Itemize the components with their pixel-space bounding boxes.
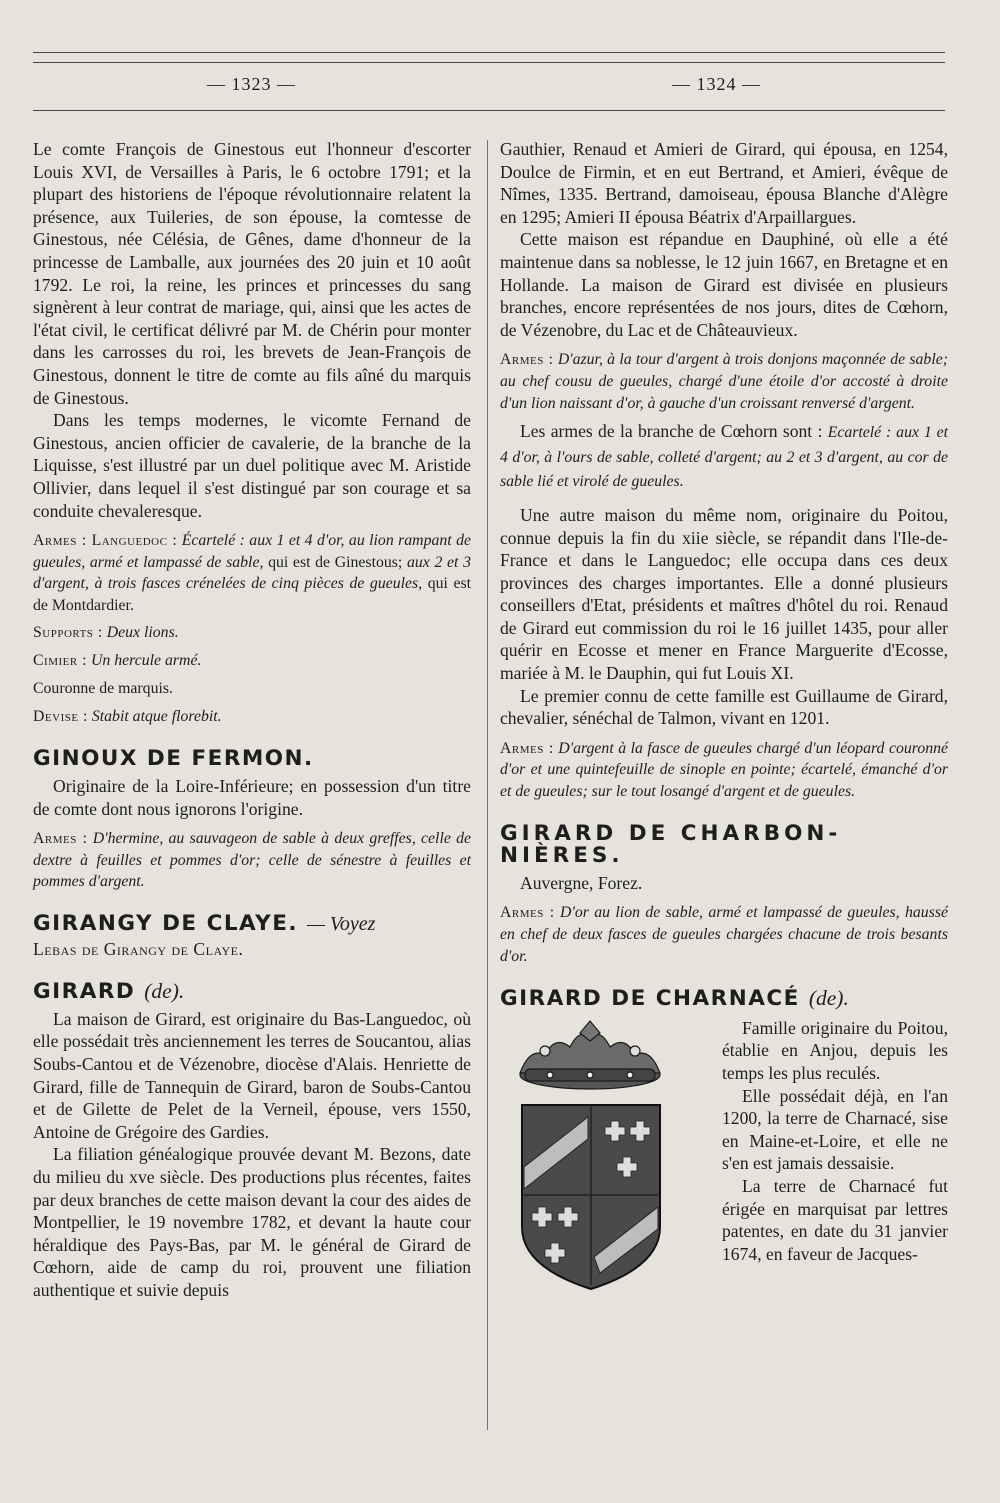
title-text: GIRANGY DE CLAYE. — [33, 911, 299, 937]
supports — [33, 622, 471, 644]
top-rule — [33, 52, 945, 53]
blazon-text: aux 2 et 3 d'argent, à trois fasces crénelées de cinq pièces de gueules, — [33, 553, 471, 593]
entry-title-charbonnieres: GIRARD DE CHARBON-NIÈRES. — [500, 820, 842, 869]
entry-title-girangy — [33, 913, 471, 936]
blazon-text: Écartelé : aux 1 et 4 d'or, au lion rampant de gueules, armé et lampassé de sable, — [33, 532, 472, 571]
paragraph: La filiation généalogique prouvée devant M. Bezons, date du milieu du xve siècle. Des productions plus récentes, faites par deux branches de cette maison devant la cour des aides de Montpellier, le 19 novembre 1782, et devant la haute cour héraldique des Pays-Bas, par M. le général de Girard de Cœhorn, aide de camp du roi, prouvent une filiation authentique et suivie depuis — [33, 1144, 471, 1300]
title-particle: (de). — [808, 986, 849, 1011]
paragraph: Le premier connu de cette famille est Guillaume de Girard, chevalier, sénéchal de Talmon, vivant en 1201. — [500, 685, 948, 729]
devise-label: Devise : — [33, 708, 88, 726]
armes-ginestous — [33, 530, 471, 616]
armes-label: Armes : — [500, 739, 554, 757]
paragraph: Cette maison est répandue en Dauphiné, où elle a été maintenue dans sa noblesse, le 12 juin 1667, en Bretagne et en Hollande. La maison de Girard est divisée en plusieurs branches, encore représentées de nos jours, dites de Cœhorn, de Vézenobre, du Lac et de Châteauvieux. — [500, 229, 948, 340]
blazon-text: D'azur, à la tour d'argent à trois donjons maçonnée de sable; au chef cousu de gueules, chargé d'une étoile d'or accosté à droite d'un lion naissant d'or, à gauche d'un croissant renversé d'argent. — [500, 351, 948, 412]
blazon-text: D'argent à la fasce de gueules chargé d'un léopard couronné d'or et une quintefeuille de sinople en pointe; écartelé, émanché d'or et de gueules; sur le tout losangé d'argent et de gueules. — [500, 739, 949, 801]
paragraph: Une autre maison du même nom, originaire du Poitou, connue depuis la fin du xiie siècle, se répandit dans l'Ile-de-France et dans le Languedoc; elle occupa dans ces deux provinces des charges importantes. Elle a donné plusieurs conseillers d'Etat, présidents et maîtres d'hôtel du roi. Renaud de Girard eut commission du roi le 16 juillet 1435, pour aller quérir en Ecosse et mener en France Marguerite d'Ecosse, mariée à M. le Dauphin, qui fut Louis XI. — [500, 504, 948, 684]
armes-label: Armes : Languedoc : — [33, 532, 178, 550]
paragraph: Gauthier, Renaud et Amieri de Girard, qui épousa, en 1254, Doulce de Firmin, et en eut Bertrand, et Amieri, évêque de Nîmes, 1335. Bertrand, damoiseau, épousa Blanche d'Alègre en 1295; Amieri II épousa Béatrix d'Arpaillargues. — [500, 139, 948, 227]
cross-reference: Lebas de Girangy de Claye. — [33, 938, 244, 959]
cimier-value: Un hercule armé. — [91, 652, 202, 670]
armes-label: Armes : — [500, 351, 554, 369]
armes-label: Armes : — [33, 830, 88, 848]
cimier — [33, 650, 471, 672]
entry-title-charnace — [500, 987, 948, 1011]
coat-of-arms-icon — [500, 1017, 718, 1297]
blazon-text: Ecartelé : aux 1 et 4 d'or, à l'ours de sable, colleté d'argent; au 2 et 3 d'argent, au cor de sable lié et virolé de gueules. — [500, 424, 948, 491]
header-rule — [33, 110, 945, 111]
top-rule-2 — [33, 62, 945, 63]
paragraph: Dans les temps modernes, le vicomte Fernand de Ginestous, ancien officier de cavalerie, de la branche de la Liquisse, s'est illustré par un duel politique avec M. Aristide Ollivier, dans lequel il s'est distingué par son courage et sa conduite chevaleresque. — [33, 410, 471, 521]
armes-girard-poitou — [500, 738, 948, 803]
title-particle: (de). — [144, 979, 185, 1004]
cimier-label: Cimier : — [33, 652, 88, 670]
column-divider — [487, 140, 488, 1430]
blazon-note: qui est de Ginestous; — [268, 553, 403, 571]
title-text: GIRARD DE CHARNACÉ — [500, 986, 800, 1012]
blazon-text: D'or au lion de sable, armé et lampassé de gueules, haussé en chef de deux fasces de gueules chargées chacune de trois besants d'or. — [500, 904, 949, 965]
paragraph: La terre de Charnacé fut érigée en marquisat par lettres patentes, en date du 31 janvier 1674, en faveur de Jacques- — [722, 1175, 948, 1264]
devise-value: Stabit atque florebit. — [91, 708, 222, 726]
supports-label: Supports : — [33, 624, 103, 642]
supports-value: Deux lions. — [106, 624, 179, 642]
blazon-note: qui est de Montdardier. — [33, 575, 471, 614]
title-text: GIRARD — [33, 979, 136, 1005]
paragraph: La maison de Girard, est originaire du Bas-Languedoc, où elle possédait très anciennement les terres de Soucantou, alias Soubs-Cantou et de Vézenobre, diocèse d'Alais. Henriette de Girard, fille de Tannequin de Girard, baron de Soubs-Cantou et de Gilette de Pelet de la Verneil, épouse, vers 1550, Antoine de Grégoire des Gardies. — [33, 1008, 471, 1142]
couronne: Couronne de marquis. — [33, 680, 173, 698]
blazon-text: D'hermine, au sauvageon de sable à deux greffes, celle de dextre à feuilles et pommes d'or; celle de sénestre à feuilles et pommes d'argent. — [33, 830, 472, 891]
armes-ginoux — [33, 828, 471, 893]
charnace-text — [722, 1017, 948, 1266]
devise — [33, 706, 471, 728]
page-number-left: — 1323 — — [207, 74, 296, 94]
charnace-block — [500, 1017, 948, 1297]
paragraph — [500, 420, 948, 494]
paragraph: Famille originaire du Poitou, établie en Anjou, depuis les temps les plus reculés. — [722, 1017, 948, 1083]
right-column — [500, 138, 948, 1297]
entry-title-girard — [33, 980, 471, 1004]
left-column — [33, 138, 471, 1302]
paragraph: Originaire de la Loire-Inférieure; en possession d'un titre de comte dont nous ignorons l'origine. — [33, 776, 471, 819]
paragraph: Elle possédait déjà, en l'an 1200, la terre de Charnacé, sise en Maine-et-Loire, et elle ne s'en est jamais dessaisie. — [722, 1085, 948, 1174]
entry-title-ginoux: GINOUX DE FERMON. — [33, 746, 314, 772]
armes-charbonnieres — [500, 902, 948, 967]
paragraph: Le comte François de Ginestous eut l'honneur d'escorter Louis XVI, de Versailles à Paris, le 6 octobre 1791; et la plupart des historiens de l'époque révolutionnaire relatent la présence, aux Tuileries, de son épouse, la comtesse de Ginestous, née Célésia, de Gênes, dame d'honneur de la princesse de Lamballe, aux journées des 20 juin et 10 août 1792. Le roi, la reine, les princes et princesses du sang signèrent à leur contrat de mariage, qui, ainsi que les actes de l'état civil, le certificat délivré par M. de Chérin pour monter dans les carrosses du roi, les brevets de Jean-François de Ginestous, donnent le titre de comte au fils aîné du marquis de Ginestous. — [33, 139, 471, 408]
paragraph: Auvergne, Forez. — [520, 872, 643, 893]
paragraph-text: Les armes de la branche de Cœhorn sont : — [520, 421, 823, 442]
armes-girard — [500, 349, 948, 414]
armes-label: Armes : — [500, 904, 555, 922]
see-also: — Voyez — [307, 913, 376, 936]
page-number-right: — 1324 — — [672, 74, 761, 94]
